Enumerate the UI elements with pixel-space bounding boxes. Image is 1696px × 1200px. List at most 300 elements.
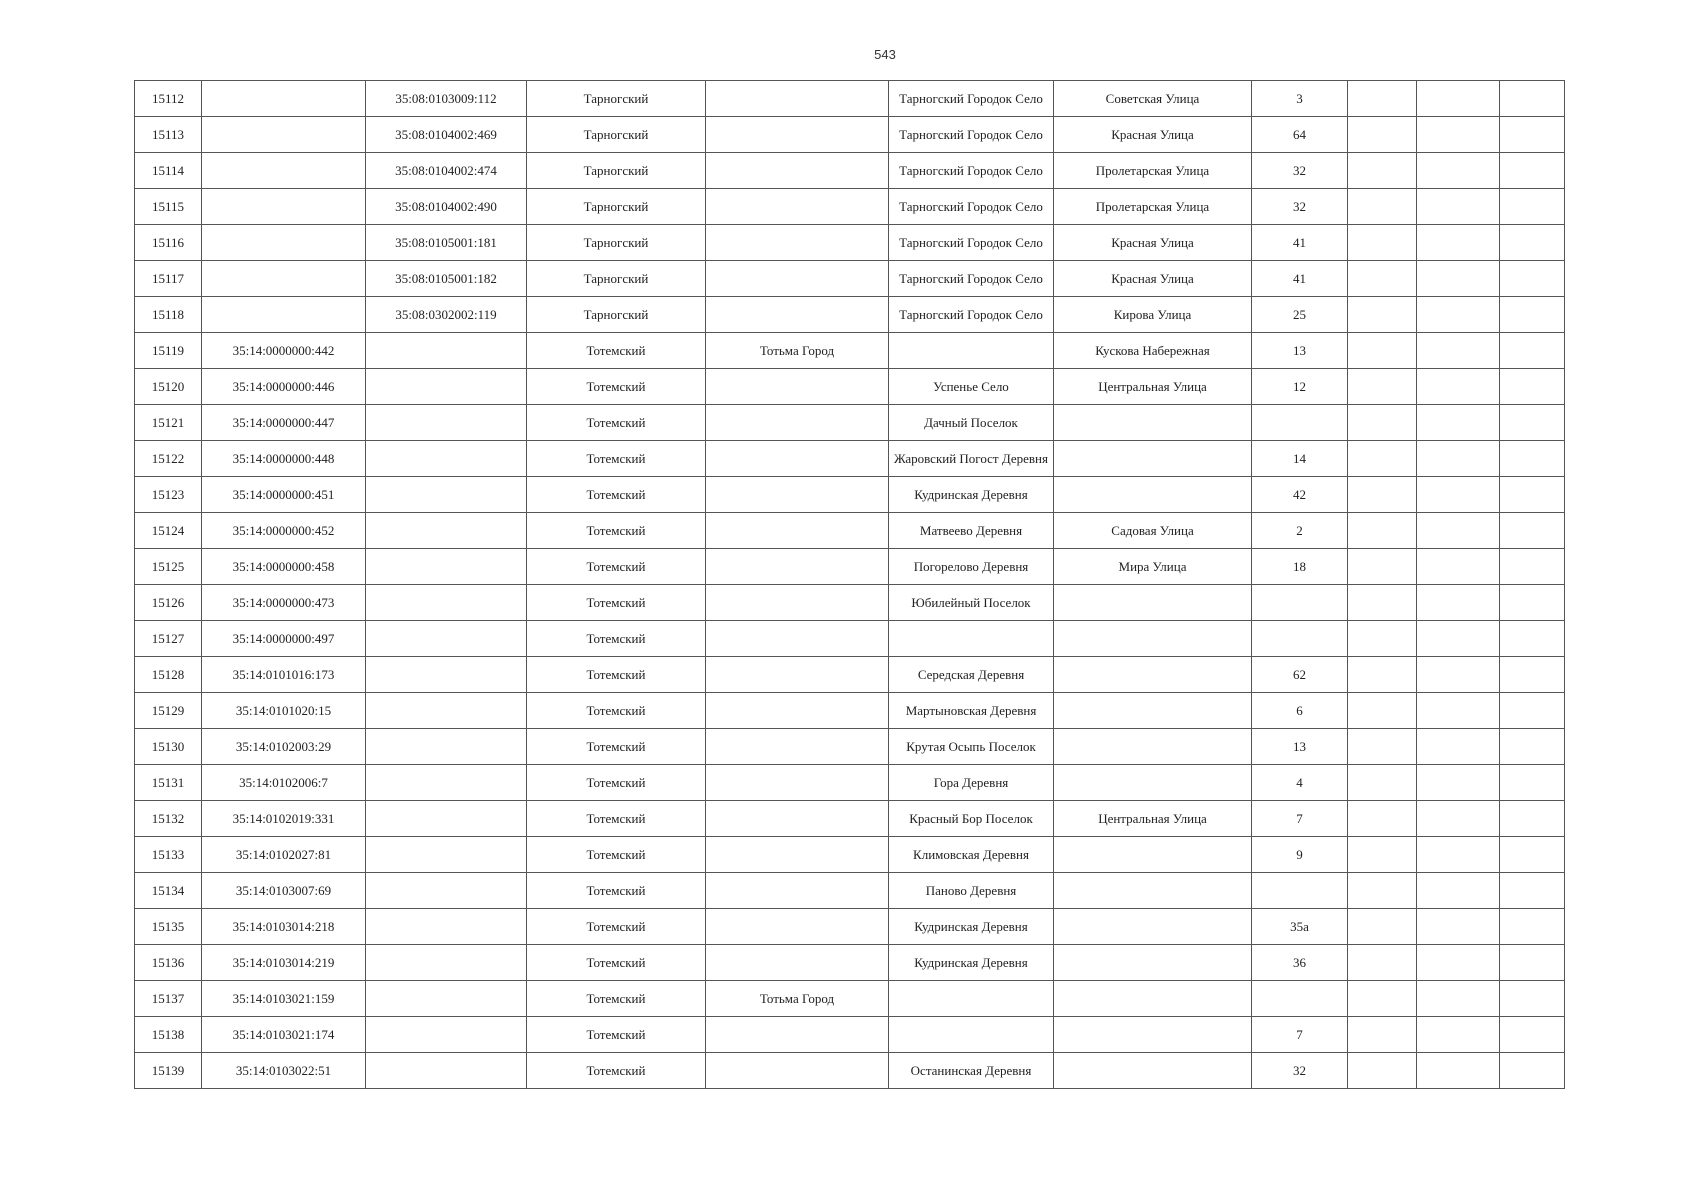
cell-district: Тарногский	[527, 153, 706, 189]
cell-city	[706, 81, 889, 117]
cell-cadastral-number-room	[366, 513, 527, 549]
cell-city	[706, 693, 889, 729]
cell-empty	[1348, 657, 1417, 693]
cell-house-number	[1252, 981, 1348, 1017]
cell-city	[706, 477, 889, 513]
cell-record-number: 15132	[135, 801, 202, 837]
cell-empty	[1500, 801, 1565, 837]
cell-street: Центральная Улица	[1054, 801, 1252, 837]
cell-cadastral-number-building: 35:14:0000000:446	[202, 369, 366, 405]
cell-district: Тотемский	[527, 1017, 706, 1053]
table-row	[135, 873, 1565, 909]
cell-settlement	[889, 981, 1054, 1017]
table-row	[135, 981, 1565, 1017]
cell-city	[706, 549, 889, 585]
cell-record-number: 15126	[135, 585, 202, 621]
cell-cadastral-number-building: 35:14:0102019:331	[202, 801, 366, 837]
table-row	[135, 621, 1565, 657]
cell-district: Тотемский	[527, 333, 706, 369]
cell-district: Тотемский	[527, 873, 706, 909]
cell-district: Тотемский	[527, 621, 706, 657]
cell-house-number: 32	[1252, 1053, 1348, 1089]
cell-settlement: Красный Бор Поселок	[889, 801, 1054, 837]
cell-city	[706, 513, 889, 549]
cell-district: Тотемский	[527, 729, 706, 765]
cell-empty	[1417, 801, 1500, 837]
cell-cadastral-number-building: 35:14:0000000:497	[202, 621, 366, 657]
cell-record-number: 15116	[135, 225, 202, 261]
cell-record-number: 15125	[135, 549, 202, 585]
cell-empty	[1500, 549, 1565, 585]
cell-district: Тотемский	[527, 981, 706, 1017]
cell-house-number: 25	[1252, 297, 1348, 333]
cell-cadastral-number-room	[366, 405, 527, 441]
cell-cadastral-number-building	[202, 81, 366, 117]
cell-street: Пролетарская Улица	[1054, 189, 1252, 225]
cell-street	[1054, 1017, 1252, 1053]
cell-city	[706, 1053, 889, 1089]
cell-empty	[1500, 585, 1565, 621]
cell-empty	[1500, 189, 1565, 225]
cell-empty	[1348, 837, 1417, 873]
cell-settlement: Гора Деревня	[889, 765, 1054, 801]
cell-empty	[1348, 297, 1417, 333]
cell-empty	[1500, 657, 1565, 693]
table-row	[135, 657, 1565, 693]
cell-empty	[1500, 405, 1565, 441]
cell-cadastral-number-room	[366, 873, 527, 909]
cell-house-number: 64	[1252, 117, 1348, 153]
cell-record-number: 15112	[135, 81, 202, 117]
cell-street	[1054, 981, 1252, 1017]
cell-cadastral-number-building: 35:14:0101020:15	[202, 693, 366, 729]
cell-settlement	[889, 621, 1054, 657]
cell-cadastral-number-building: 35:14:0000000:452	[202, 513, 366, 549]
cell-cadastral-number-room	[366, 945, 527, 981]
cell-empty	[1417, 261, 1500, 297]
cell-empty	[1417, 585, 1500, 621]
table-row	[135, 693, 1565, 729]
table-row	[135, 297, 1565, 333]
cell-empty	[1417, 657, 1500, 693]
cell-settlement: Середская Деревня	[889, 657, 1054, 693]
cell-street: Кускова Набережная	[1054, 333, 1252, 369]
cell-empty	[1500, 1017, 1565, 1053]
cell-record-number: 15119	[135, 333, 202, 369]
cell-empty	[1348, 801, 1417, 837]
cell-cadastral-number-room	[366, 585, 527, 621]
cell-record-number: 15120	[135, 369, 202, 405]
cell-settlement: Кудринская Деревня	[889, 945, 1054, 981]
cell-empty	[1500, 153, 1565, 189]
cell-cadastral-number-room: 35:08:0105001:181	[366, 225, 527, 261]
cell-empty	[1417, 693, 1500, 729]
cell-cadastral-number-building	[202, 225, 366, 261]
cell-empty	[1500, 261, 1565, 297]
cell-empty	[1348, 117, 1417, 153]
cell-empty	[1417, 981, 1500, 1017]
cell-empty	[1417, 81, 1500, 117]
cell-district: Тотемский	[527, 585, 706, 621]
cell-district: Тотемский	[527, 477, 706, 513]
cell-cadastral-number-room	[366, 549, 527, 585]
cell-street	[1054, 1053, 1252, 1089]
cell-street	[1054, 765, 1252, 801]
cell-empty	[1417, 729, 1500, 765]
cell-empty	[1348, 261, 1417, 297]
cell-city	[706, 117, 889, 153]
cell-district: Тотемский	[527, 909, 706, 945]
cell-empty	[1348, 189, 1417, 225]
cell-empty	[1500, 333, 1565, 369]
cell-house-number: 13	[1252, 333, 1348, 369]
cell-empty	[1348, 585, 1417, 621]
cell-district: Тотемский	[527, 405, 706, 441]
cell-cadastral-number-room: 35:08:0104002:469	[366, 117, 527, 153]
cell-city	[706, 1017, 889, 1053]
page-number: 543	[874, 47, 896, 62]
table-row	[135, 909, 1565, 945]
cell-street	[1054, 621, 1252, 657]
table-row	[135, 585, 1565, 621]
cell-settlement: Успенье Село	[889, 369, 1054, 405]
cell-house-number: 12	[1252, 369, 1348, 405]
cell-house-number: 7	[1252, 801, 1348, 837]
cell-empty	[1348, 765, 1417, 801]
cell-house-number: 14	[1252, 441, 1348, 477]
cell-cadastral-number-room	[366, 333, 527, 369]
cell-district: Тотемский	[527, 441, 706, 477]
cell-street: Мира Улица	[1054, 549, 1252, 585]
cell-cadastral-number-building: 35:14:0000000:473	[202, 585, 366, 621]
cell-empty	[1500, 729, 1565, 765]
cell-empty	[1348, 369, 1417, 405]
cell-house-number: 9	[1252, 837, 1348, 873]
cell-record-number: 15130	[135, 729, 202, 765]
cell-cadastral-number-building	[202, 297, 366, 333]
cell-house-number: 41	[1252, 261, 1348, 297]
cell-house-number: 35а	[1252, 909, 1348, 945]
cell-house-number: 4	[1252, 765, 1348, 801]
cell-city	[706, 873, 889, 909]
cell-record-number: 15138	[135, 1017, 202, 1053]
cell-street	[1054, 909, 1252, 945]
cell-settlement: Кудринская Деревня	[889, 477, 1054, 513]
cell-cadastral-number-room	[366, 657, 527, 693]
cell-street	[1054, 693, 1252, 729]
cell-city	[706, 261, 889, 297]
cell-empty	[1417, 441, 1500, 477]
cell-settlement: Мартыновская Деревня	[889, 693, 1054, 729]
cell-district: Тотемский	[527, 369, 706, 405]
cell-cadastral-number-room: 35:08:0104002:490	[366, 189, 527, 225]
cell-empty	[1500, 873, 1565, 909]
cell-empty	[1417, 225, 1500, 261]
cell-district: Тотемский	[527, 945, 706, 981]
cell-empty	[1348, 693, 1417, 729]
cell-empty	[1417, 153, 1500, 189]
cell-city: Тотьма Город	[706, 333, 889, 369]
cell-record-number: 15122	[135, 441, 202, 477]
cell-cadastral-number-building: 35:14:0103022:51	[202, 1053, 366, 1089]
table-row	[135, 189, 1565, 225]
cell-record-number: 15123	[135, 477, 202, 513]
cell-house-number: 13	[1252, 729, 1348, 765]
cell-empty	[1500, 441, 1565, 477]
cell-street: Садовая Улица	[1054, 513, 1252, 549]
register-body	[135, 81, 1565, 1089]
cell-street	[1054, 873, 1252, 909]
cell-empty	[1500, 477, 1565, 513]
cell-empty	[1417, 297, 1500, 333]
cell-cadastral-number-building	[202, 153, 366, 189]
cell-street	[1054, 837, 1252, 873]
cell-street	[1054, 657, 1252, 693]
cell-cadastral-number-room	[366, 441, 527, 477]
cell-city	[706, 801, 889, 837]
cell-empty	[1500, 837, 1565, 873]
cell-empty	[1348, 729, 1417, 765]
cell-record-number: 15133	[135, 837, 202, 873]
cell-cadastral-number-building: 35:14:0103007:69	[202, 873, 366, 909]
cell-cadastral-number-room	[366, 369, 527, 405]
cell-cadastral-number-building	[202, 261, 366, 297]
cell-settlement: Юбилейный Поселок	[889, 585, 1054, 621]
cell-city	[706, 909, 889, 945]
cell-house-number: 36	[1252, 945, 1348, 981]
cell-empty	[1348, 549, 1417, 585]
table-row	[135, 513, 1565, 549]
cell-empty	[1348, 1017, 1417, 1053]
cell-empty	[1417, 477, 1500, 513]
cell-city	[706, 765, 889, 801]
cell-city	[706, 405, 889, 441]
cell-street: Советская Улица	[1054, 81, 1252, 117]
cell-record-number: 15129	[135, 693, 202, 729]
cell-cadastral-number-room	[366, 729, 527, 765]
cell-cadastral-number-building: 35:14:0000000:448	[202, 441, 366, 477]
cell-settlement: Жаровский Погост Деревня	[889, 441, 1054, 477]
table-row	[135, 405, 1565, 441]
cell-record-number: 15137	[135, 981, 202, 1017]
cell-settlement: Дачный Поселок	[889, 405, 1054, 441]
table-row	[135, 1053, 1565, 1089]
cell-house-number: 18	[1252, 549, 1348, 585]
cell-cadastral-number-room: 35:08:0104002:474	[366, 153, 527, 189]
cell-city	[706, 189, 889, 225]
cell-settlement: Крутая Осыпь Поселок	[889, 729, 1054, 765]
cell-empty	[1348, 441, 1417, 477]
cell-record-number: 15135	[135, 909, 202, 945]
cell-empty	[1348, 909, 1417, 945]
cell-empty	[1417, 909, 1500, 945]
cell-empty	[1500, 765, 1565, 801]
cell-settlement: Матвеево Деревня	[889, 513, 1054, 549]
cell-city	[706, 369, 889, 405]
cell-settlement: Останинская Деревня	[889, 1053, 1054, 1089]
cell-empty	[1348, 225, 1417, 261]
cell-settlement: Тарногский Городок Село	[889, 81, 1054, 117]
cell-empty	[1348, 945, 1417, 981]
table-row	[135, 261, 1565, 297]
cell-empty	[1417, 1053, 1500, 1089]
cell-cadastral-number-building: 35:14:0102027:81	[202, 837, 366, 873]
cell-city: Тотьма Город	[706, 981, 889, 1017]
cell-house-number: 7	[1252, 1017, 1348, 1053]
cell-record-number: 15131	[135, 765, 202, 801]
cell-cadastral-number-room	[366, 837, 527, 873]
cell-empty	[1500, 981, 1565, 1017]
cell-street	[1054, 477, 1252, 513]
table-row	[135, 801, 1565, 837]
table-row	[135, 369, 1565, 405]
cell-street	[1054, 945, 1252, 981]
cell-empty	[1500, 621, 1565, 657]
cell-city	[706, 945, 889, 981]
cell-cadastral-number-building	[202, 117, 366, 153]
cell-empty	[1500, 1053, 1565, 1089]
cell-record-number: 15124	[135, 513, 202, 549]
cell-settlement: Тарногский Городок Село	[889, 297, 1054, 333]
cell-empty	[1348, 405, 1417, 441]
cell-cadastral-number-building: 35:14:0000000:442	[202, 333, 366, 369]
cell-empty	[1417, 513, 1500, 549]
cell-city	[706, 621, 889, 657]
table-row	[135, 153, 1565, 189]
cell-cadastral-number-room: 35:08:0302002:119	[366, 297, 527, 333]
cell-cadastral-number-room	[366, 477, 527, 513]
table-row	[135, 945, 1565, 981]
cell-street: Красная Улица	[1054, 261, 1252, 297]
cell-district: Тотемский	[527, 1053, 706, 1089]
cell-city	[706, 153, 889, 189]
cell-city	[706, 225, 889, 261]
cell-record-number: 15114	[135, 153, 202, 189]
cell-settlement: Тарногский Городок Село	[889, 261, 1054, 297]
cell-cadastral-number-room	[366, 801, 527, 837]
cell-empty	[1417, 405, 1500, 441]
cell-record-number: 15127	[135, 621, 202, 657]
cell-street: Красная Улица	[1054, 117, 1252, 153]
cell-empty	[1417, 117, 1500, 153]
cell-empty	[1417, 621, 1500, 657]
cell-record-number: 15139	[135, 1053, 202, 1089]
cell-empty	[1348, 81, 1417, 117]
cell-empty	[1500, 297, 1565, 333]
property-register-table	[134, 80, 1565, 1089]
cell-district: Тотемский	[527, 549, 706, 585]
cell-cadastral-number-building: 35:14:0103021:159	[202, 981, 366, 1017]
cell-house-number: 2	[1252, 513, 1348, 549]
cell-district: Тотемский	[527, 801, 706, 837]
cell-cadastral-number-room	[366, 1017, 527, 1053]
cell-city	[706, 657, 889, 693]
cell-empty	[1417, 765, 1500, 801]
cell-district: Тотемский	[527, 765, 706, 801]
cell-empty	[1500, 909, 1565, 945]
cell-empty	[1417, 837, 1500, 873]
cell-house-number: 62	[1252, 657, 1348, 693]
cell-empty	[1348, 621, 1417, 657]
cell-cadastral-number-building: 35:14:0103021:174	[202, 1017, 366, 1053]
cell-cadastral-number-room	[366, 981, 527, 1017]
table-row	[135, 81, 1565, 117]
cell-house-number	[1252, 405, 1348, 441]
cell-settlement: Тарногский Городок Село	[889, 153, 1054, 189]
cell-record-number: 15115	[135, 189, 202, 225]
cell-cadastral-number-room	[366, 1053, 527, 1089]
cell-house-number: 3	[1252, 81, 1348, 117]
cell-cadastral-number-building: 35:14:0000000:447	[202, 405, 366, 441]
cell-city	[706, 297, 889, 333]
cell-record-number: 15118	[135, 297, 202, 333]
table-row	[135, 477, 1565, 513]
cell-city	[706, 729, 889, 765]
cell-district: Тотемский	[527, 513, 706, 549]
cell-district: Тарногский	[527, 117, 706, 153]
cell-house-number: 32	[1252, 189, 1348, 225]
cell-empty	[1417, 549, 1500, 585]
cell-street: Красная Улица	[1054, 225, 1252, 261]
cell-record-number: 15117	[135, 261, 202, 297]
cell-empty	[1500, 225, 1565, 261]
cell-empty	[1348, 1053, 1417, 1089]
cell-record-number: 15134	[135, 873, 202, 909]
cell-cadastral-number-room: 35:08:0105001:182	[366, 261, 527, 297]
cell-house-number	[1252, 873, 1348, 909]
cell-settlement: Кудринская Деревня	[889, 909, 1054, 945]
table-row	[135, 333, 1565, 369]
cell-empty	[1417, 945, 1500, 981]
cell-cadastral-number-building	[202, 189, 366, 225]
cell-settlement: Тарногский Городок Село	[889, 225, 1054, 261]
cell-city	[706, 585, 889, 621]
cell-street	[1054, 585, 1252, 621]
cell-district: Тотемский	[527, 657, 706, 693]
cell-street: Кирова Улица	[1054, 297, 1252, 333]
cell-street	[1054, 405, 1252, 441]
table-row	[135, 765, 1565, 801]
cell-city	[706, 837, 889, 873]
cell-empty	[1500, 945, 1565, 981]
cell-cadastral-number-building: 35:14:0101016:173	[202, 657, 366, 693]
cell-house-number: 32	[1252, 153, 1348, 189]
cell-record-number: 15128	[135, 657, 202, 693]
cell-empty	[1348, 153, 1417, 189]
cell-cadastral-number-building: 35:14:0000000:451	[202, 477, 366, 513]
table-row	[135, 225, 1565, 261]
table-row	[135, 837, 1565, 873]
cell-settlement	[889, 1017, 1054, 1053]
cell-street	[1054, 441, 1252, 477]
cell-record-number: 15113	[135, 117, 202, 153]
cell-record-number: 15121	[135, 405, 202, 441]
cell-empty	[1348, 513, 1417, 549]
table-row	[135, 729, 1565, 765]
cell-cadastral-number-room: 35:08:0103009:112	[366, 81, 527, 117]
cell-cadastral-number-room	[366, 621, 527, 657]
cell-district: Тарногский	[527, 189, 706, 225]
cell-empty	[1348, 333, 1417, 369]
cell-empty	[1417, 1017, 1500, 1053]
cell-cadastral-number-building: 35:14:0000000:458	[202, 549, 366, 585]
cell-district: Тотемский	[527, 693, 706, 729]
cell-district: Тарногский	[527, 81, 706, 117]
cell-empty	[1500, 513, 1565, 549]
cell-cadastral-number-room	[366, 765, 527, 801]
table-row	[135, 441, 1565, 477]
cell-cadastral-number-room	[366, 909, 527, 945]
